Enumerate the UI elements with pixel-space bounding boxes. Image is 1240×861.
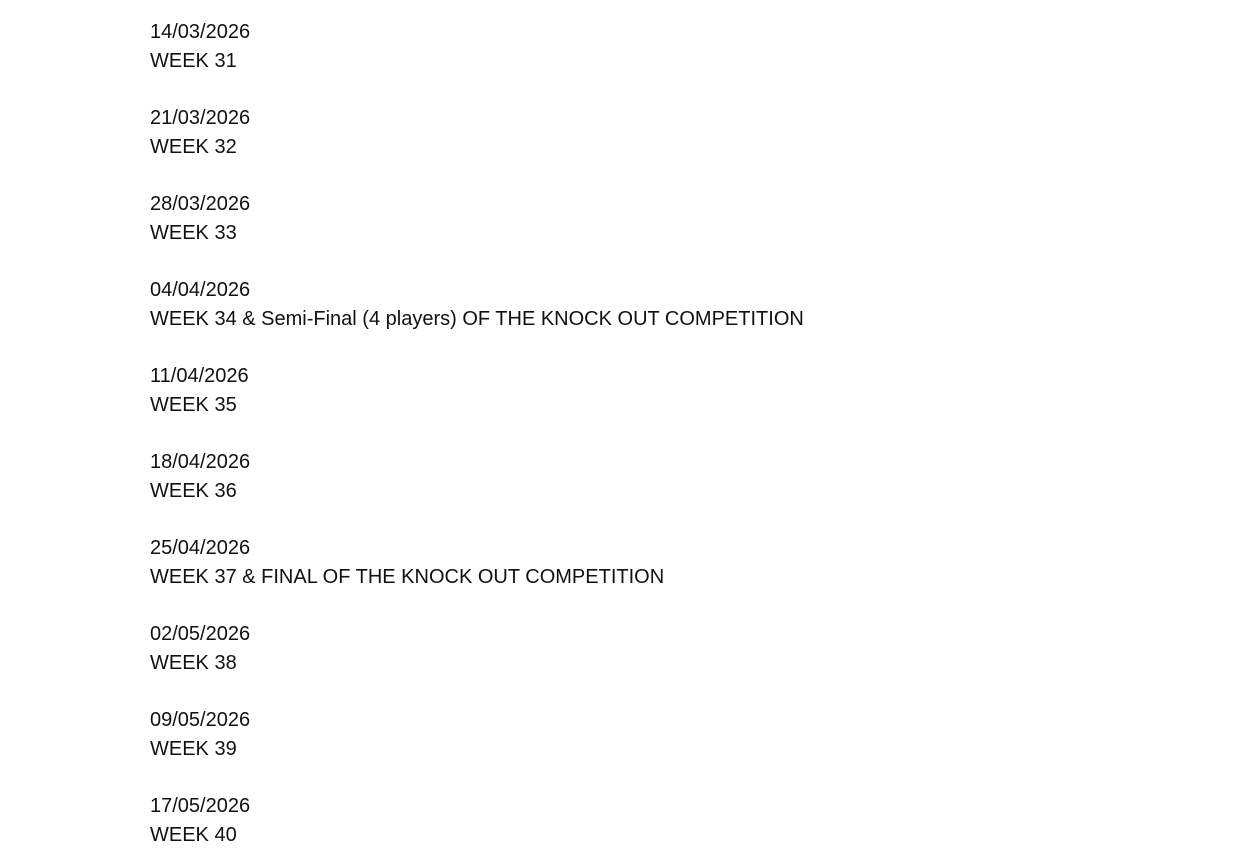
entry-label: WEEK 33 bbox=[150, 222, 237, 244]
entry-label: WEEK 31 bbox=[150, 50, 237, 72]
entry-date: 25/04/2026 bbox=[150, 537, 251, 559]
entry-label: WEEK 32 bbox=[150, 136, 237, 158]
schedule-entry bbox=[150, 620, 1240, 678]
schedule-entry bbox=[150, 276, 1240, 334]
entry-date: 04/04/2026 bbox=[150, 279, 251, 301]
entry-date: 18/04/2026 bbox=[150, 451, 251, 473]
schedule-entry bbox=[150, 448, 1240, 506]
entry-label: WEEK 35 bbox=[150, 394, 237, 416]
schedule-entry bbox=[150, 534, 1240, 592]
entry-label: WEEK 38 bbox=[150, 652, 237, 674]
entry-label: WEEK 39 bbox=[150, 738, 237, 760]
schedule-entry bbox=[150, 706, 1240, 764]
schedule-entry bbox=[150, 190, 1240, 248]
schedule-entry bbox=[150, 792, 1240, 850]
entry-label: WEEK 34 & Semi-Final (4 players) OF THE KNOCK OUT COMPETITION bbox=[150, 308, 804, 330]
entry-date: 11/04/2026 bbox=[150, 365, 249, 387]
entry-label: WEEK 40 bbox=[150, 824, 237, 846]
schedule-entry bbox=[150, 104, 1240, 162]
schedule-entry bbox=[150, 18, 1240, 76]
entry-date: 21/03/2026 bbox=[150, 107, 251, 129]
entry-date: 14/03/2026 bbox=[150, 21, 251, 43]
entry-date: 17/05/2026 bbox=[150, 795, 251, 817]
schedule-entry bbox=[150, 362, 1240, 420]
entry-label: WEEK 37 & FINAL OF THE KNOCK OUT COMPETITION bbox=[150, 566, 665, 588]
entry-date: 28/03/2026 bbox=[150, 193, 251, 215]
entry-label: WEEK 36 bbox=[150, 480, 237, 502]
entry-date: 09/05/2026 bbox=[150, 709, 251, 731]
entry-date: 02/05/2026 bbox=[150, 623, 251, 645]
